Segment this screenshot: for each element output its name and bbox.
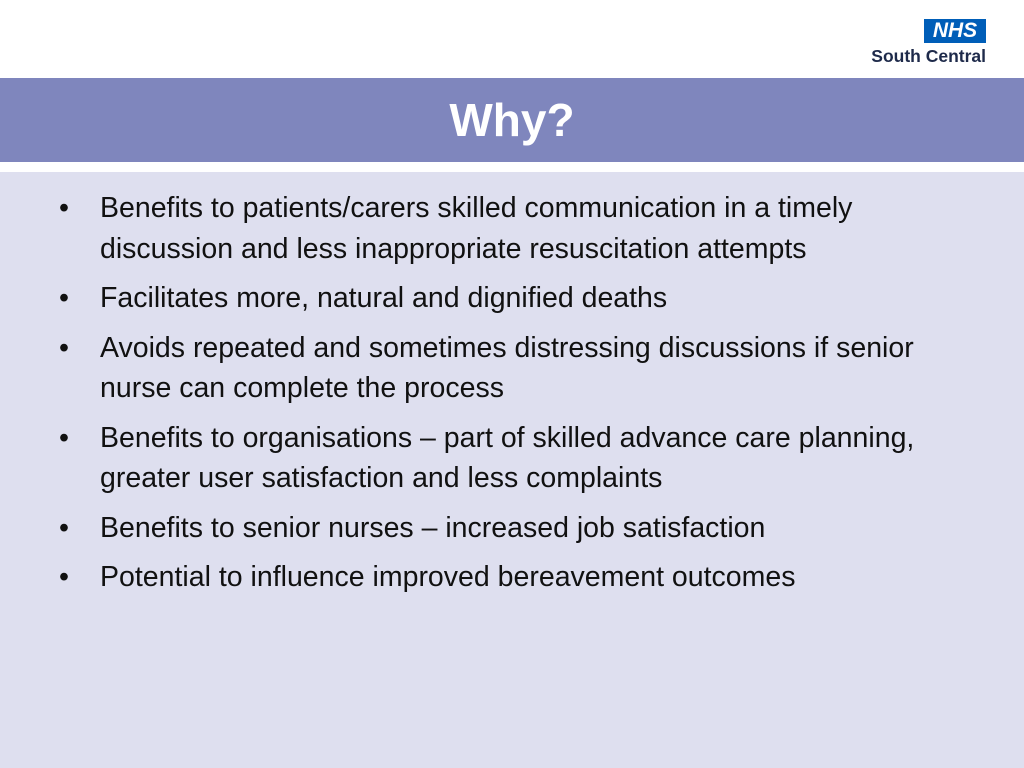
bullet-item: [56, 508, 976, 549]
slide-content: [0, 172, 1024, 768]
header-strip: [0, 0, 1024, 78]
bullet-dot-icon: •: [59, 192, 69, 224]
nhs-logo-mark: NHS: [924, 19, 986, 43]
bullet-text: Avoids repeated and sometimes distressing discussions if senior nurse can complete the process: [100, 331, 914, 404]
bullet-dot-icon: •: [59, 511, 69, 544]
slide-title: Why?: [449, 94, 575, 146]
bullet-text: Benefits to organisations – part of skilled advance care planning, greater user satisfaction and less complaints: [100, 421, 915, 494]
bullet-item: [56, 418, 976, 499]
title-divider: [0, 162, 1024, 172]
nhs-logo-org-name: South Central: [871, 46, 986, 66]
bullet-dot-icon: •: [59, 421, 69, 454]
bullet-text: Benefits to patients/carers skilled communication in a timely discussion and less inappropriate resuscitation attempts: [100, 192, 853, 265]
bullet-text: Facilitates more, natural and dignified deaths: [100, 282, 668, 314]
bullet-dot-icon: •: [59, 282, 69, 314]
bullet-item: [56, 278, 976, 319]
bullet-dot-icon: •: [59, 561, 69, 593]
bullet-text: Benefits to senior nurses – increased job satisfaction: [100, 511, 766, 544]
bullet-dot-icon: •: [59, 331, 69, 364]
bullet-list: [56, 188, 976, 607]
bullet-item: [56, 328, 976, 409]
bullet-item: [56, 557, 976, 598]
title-bar: [0, 78, 1024, 162]
bullet-item: [56, 188, 976, 269]
bullet-text: Potential to influence improved bereavement outcomes: [100, 561, 796, 593]
nhs-logo: [826, 19, 986, 69]
